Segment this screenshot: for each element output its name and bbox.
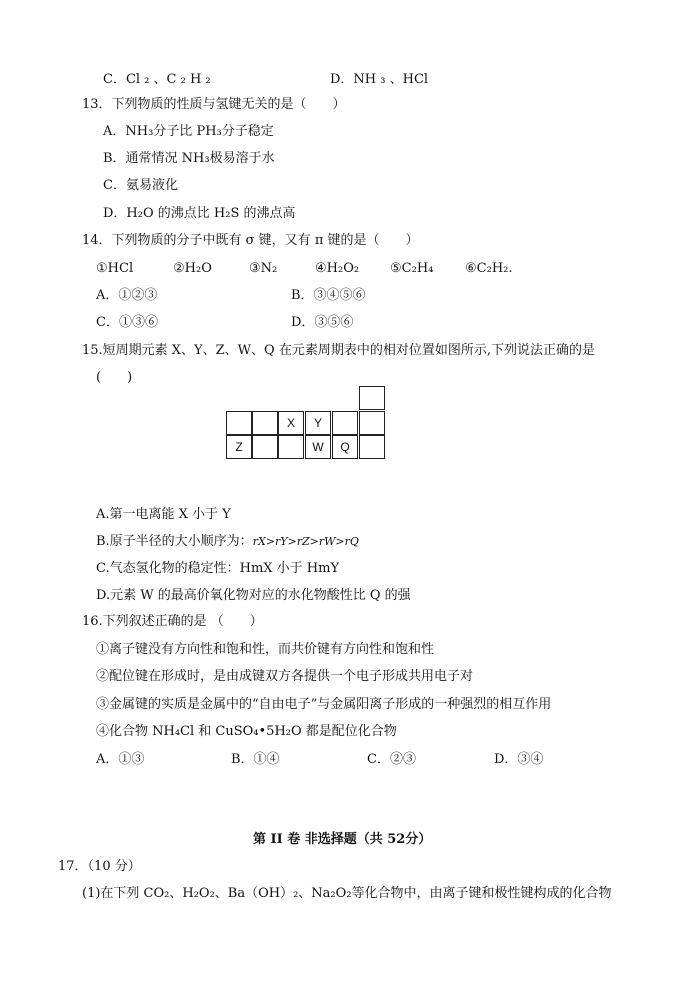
q16-stem: 16.下列叙述正确的是 （ ）: [82, 614, 263, 629]
q12-option-d: D．NH ₃ 、HCl: [330, 72, 429, 87]
q16-statement-1: ①离子键没有方向性和饱和性，而共价键有方向性和饱和性: [96, 642, 435, 657]
q15-option-b: [96, 534, 359, 550]
q14-option-c: C．①③⑥: [96, 315, 158, 330]
table-cell: [359, 411, 385, 435]
table-cell: [332, 411, 358, 435]
table-cell: [278, 435, 304, 459]
q16-statement-3: ③金属键的实质是金属中的“自由电子”与金属阳离子形成的一种强烈的相互作用: [96, 697, 552, 712]
section-title: 第 II 卷 非选择题（共 52分）: [253, 832, 432, 847]
q14-item: ①HCl: [96, 261, 134, 276]
q15-option-d: D.元素 W 的最高价氧化物对应的水化物酸性比 Q 的强: [96, 588, 411, 603]
q16-option-c: C．②③: [367, 752, 416, 767]
q16-option-a: A．①③: [96, 752, 145, 767]
table-cell-x: X: [278, 411, 304, 435]
q13-option-c: C．氨易液化: [103, 178, 178, 193]
q17-stem: 17．（10 分）: [58, 859, 141, 874]
q15-option-c: C.气态氢化物的稳定性：HmX 小于 HmY: [96, 561, 340, 576]
q15-option-a: A.第一电离能 X 小于 Y: [96, 507, 231, 522]
q16-statement-4: ④化合物 NH₄Cl 和 CuSO₄•5H₂O 都是配位化合物: [96, 724, 397, 739]
table-cell: [226, 411, 252, 435]
q14-option-a: A．①②③: [96, 288, 158, 303]
table-cell: [252, 411, 278, 435]
q13-option-b: B．通常情况 NH₃极易溶于水: [103, 151, 275, 166]
q16-option-d: D．③④: [494, 752, 544, 767]
table-cell-w: W: [305, 435, 331, 459]
q14-item: ⑤C₂H₄: [390, 261, 434, 276]
table-cell: [359, 435, 385, 459]
q13-stem: 13．下列物质的性质与氢键无关的是（ ）: [82, 97, 346, 112]
table-cell-z: Z: [226, 435, 252, 459]
q14-stem: 14．下列物质的分子中既有 σ 键，又有 π 键的是（ ）: [82, 233, 419, 248]
q16-statement-2: ②配位键在形成时，是由成键双方各提供一个电子形成共用电子对: [96, 669, 474, 684]
q15-stem: 15.短周期元素 X、Y、Z、W、Q 在元素周期表中的相对位置如图所示,下列说法正确的是: [82, 343, 595, 358]
q17-part-1: (1)在下列 CO₂、H₂O₂、Ba（OH）₂、Na₂O₂等化合物中，由离子键和极性键构成的化合物: [82, 886, 612, 901]
q15-option-b-label: B.原子半径的大小顺序为：: [96, 534, 253, 549]
table-cell: [359, 386, 385, 410]
q12-option-c: C．Cl ₂ 、C ₂ H ₂: [103, 72, 211, 87]
table-cell: [252, 435, 278, 459]
q14-item: ②H₂O: [173, 261, 212, 276]
q16-option-b: B．①④: [231, 752, 280, 767]
q14-option-b: B．③④⑤⑥: [291, 288, 366, 303]
q14-item: ④H₂O₂: [315, 261, 360, 276]
q14-item: ③N₂: [249, 261, 278, 276]
q15-option-b-formula: rX>rY>rZ>rW>rQ: [252, 535, 359, 548]
q13-option-d: D．H₂O 的沸点比 H₂S 的沸点高: [103, 206, 296, 221]
table-cell-y: Y: [305, 411, 331, 435]
table-cell-q: Q: [332, 435, 358, 459]
q13-option-a: A．NH₃分子比 PH₃分子稳定: [103, 124, 274, 139]
q14-item: ⑥C₂H₂.: [465, 261, 513, 276]
q14-option-d: D．③⑤⑥: [291, 315, 354, 330]
q15-paren: ( ): [96, 370, 133, 385]
